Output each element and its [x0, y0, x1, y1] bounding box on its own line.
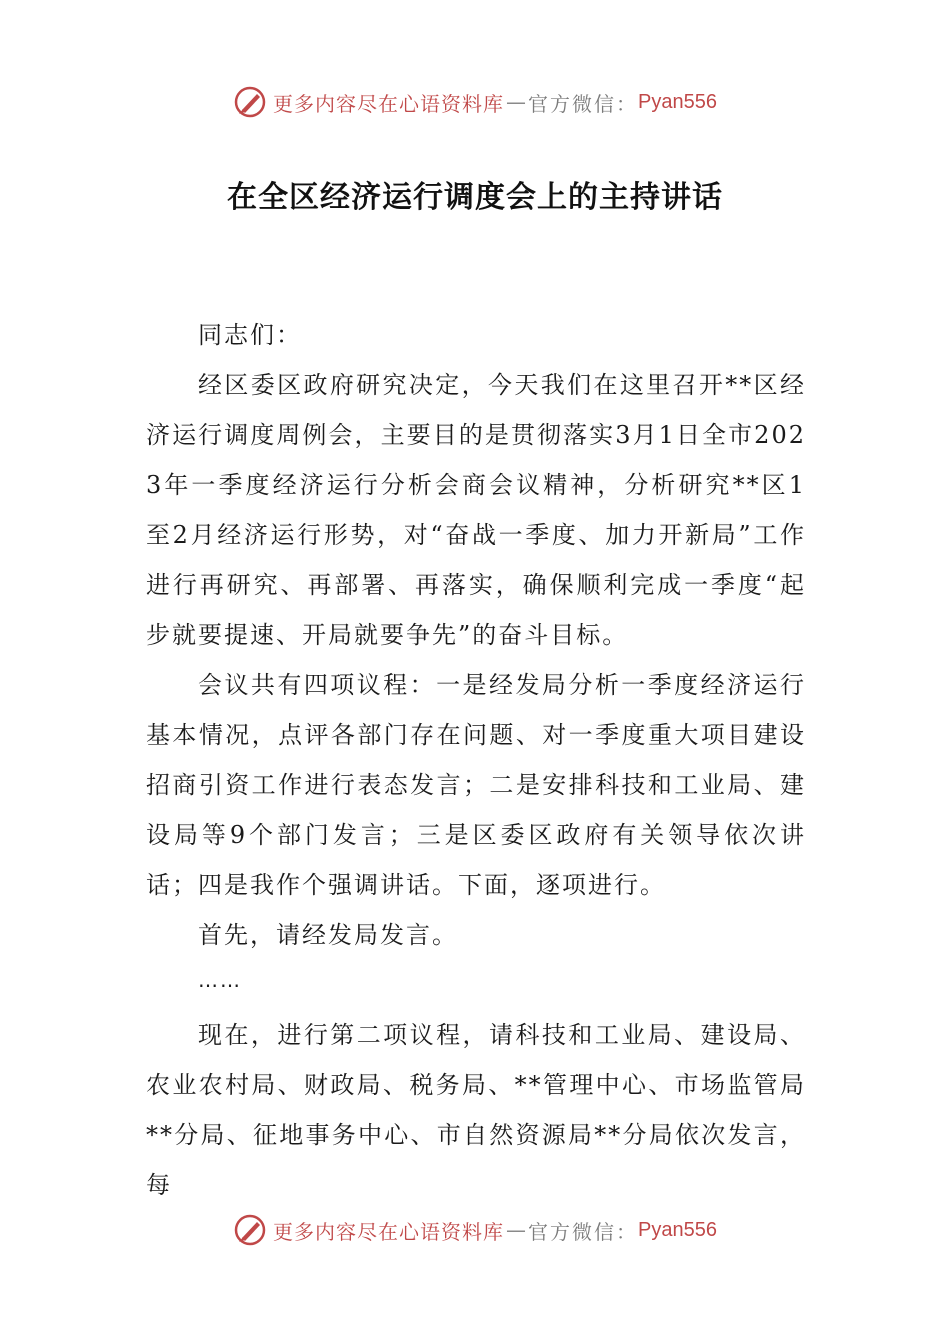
paragraph: 首先，请经发局发言。: [198, 921, 458, 949]
pen-logo-icon: [233, 85, 267, 119]
document-title: 在全区经济运行调度会上的主持讲话: [227, 180, 723, 215]
banner-wechat-label: 官方微信：: [528, 91, 639, 116]
paragraph: 现在，进行第二项议程，请科技和工业局、建设局、农业农村局、财政局、税务局、**管理中心、市场监管局**分局、征地事务中心、市自然资源局**分局依次发言，每: [146, 1021, 806, 1199]
banner-separator: —: [506, 90, 527, 114]
pen-logo-icon: [233, 1213, 267, 1247]
header-watermark-banner: [0, 82, 950, 122]
ellipsis: ……: [198, 968, 242, 992]
banner-separator: —: [506, 1218, 527, 1242]
banner-text: 更多内容尽在心语资料库: [273, 91, 505, 116]
footer-watermark-banner: [0, 1210, 950, 1250]
banner-text: 更多内容尽在心语资料库: [273, 1219, 505, 1244]
document-body: [146, 310, 806, 1210]
salutation: 同志们：: [198, 321, 302, 349]
banner-wechat-id: Pyan556: [638, 1218, 717, 1241]
paragraph: 会议共有四项议程：一是经发局分析一季度经济运行基本情况，点评各部门存在问题、对一季度重大项目建设招商引资工作进行表态发言；二是安排科技和工业局、建设局等9个部门发言；三是区委区政府有关领导依次讲话；四是我作个强调讲话。下面，逐项进行。: [146, 671, 806, 899]
banner-wechat-id: Pyan556: [638, 90, 717, 113]
banner-wechat-label: 官方微信：: [528, 1219, 639, 1244]
paragraph: 经区委区政府研究决定，今天我们在这里召开**区经济运行调度周例会，主要目的是贯彻落实3月1日全市2023年一季度经济运行分析会商会议精神，分析研究**区1至2月经济运行形势，对“奋战一季度、加力开新局”工作进行再研究、再部署、再落实，确保顺利完成一季度“起步就要提速、开局就要争先”的奋斗目标。: [146, 371, 806, 649]
